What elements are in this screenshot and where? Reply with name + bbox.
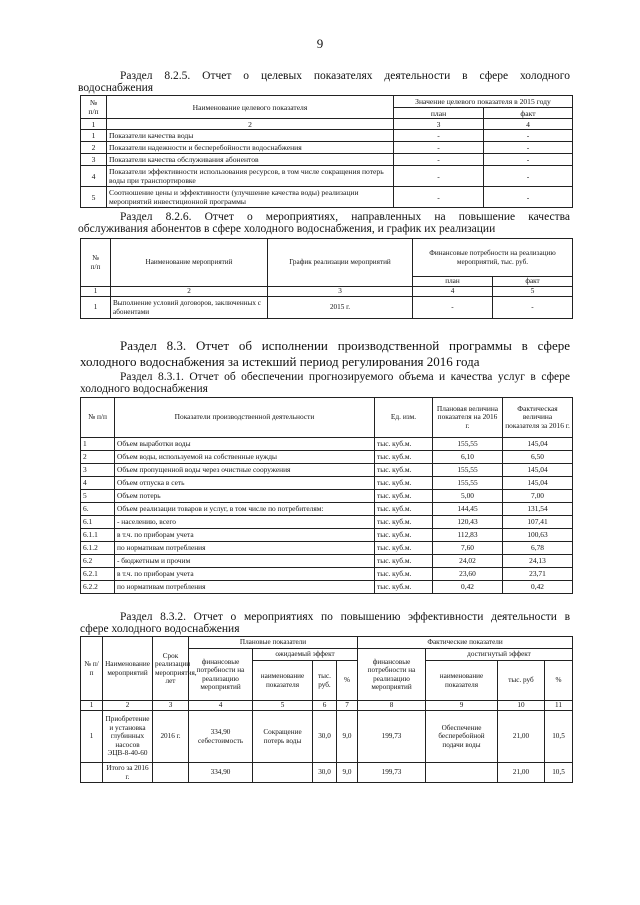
fact-value: -	[484, 187, 573, 208]
fact-value: -	[493, 297, 573, 319]
plan-financial-value: 334,90 себестоимость	[189, 711, 253, 763]
col-index: 2	[103, 701, 153, 711]
table-row	[81, 555, 573, 568]
unit: тыс. куб.м.	[375, 542, 433, 555]
col-index: 5	[253, 701, 313, 711]
production-indicators-table	[80, 397, 573, 594]
indicator-name: Объем выработки воды	[115, 438, 375, 451]
table-row	[81, 516, 573, 529]
indicator-name: - населению, всего	[115, 516, 375, 529]
plan-value: 112,83	[433, 529, 503, 542]
col-planned-indicators-header: Плановые показатели	[189, 637, 358, 649]
total-fact-financial: 199,73	[358, 763, 426, 783]
col-planned-financial-header: финансовые потребности на реализацию мероприятий	[189, 649, 253, 701]
measure-name: Выполнение условий договоров, заключенных с абонентами	[111, 297, 268, 319]
plan-value: -	[413, 297, 493, 319]
col-index: 1	[81, 287, 111, 297]
fact-value: 145,04	[503, 464, 573, 477]
fact-value: 0,42	[503, 581, 573, 594]
unit: тыс. куб.м.	[375, 477, 433, 490]
fact-value: 107,41	[503, 516, 573, 529]
table-row	[81, 711, 573, 763]
unit: тыс. куб.м.	[375, 464, 433, 477]
row-number: 1	[81, 438, 115, 451]
plan-value: 23,60	[433, 568, 503, 581]
col-num-header: № п/п	[81, 398, 115, 438]
col-pct-header: %	[337, 661, 358, 701]
col-index: 4	[189, 701, 253, 711]
unit: тыс. куб.м.	[375, 568, 433, 581]
col-measure-name-header: Наименование мероприятий	[103, 637, 153, 701]
col-financial-needs-header: Финансовые потребности на реализацию мероприятий, тыс. руб.	[413, 239, 573, 277]
indicator-name: в т.ч. по приборам учета	[115, 529, 375, 542]
unit: тыс. куб.м.	[375, 529, 433, 542]
total-fact-rub: 21,00	[498, 763, 545, 783]
col-indicator-header: Показатели производственной деятельности	[115, 398, 375, 438]
total-fact-pct: 10,5	[545, 763, 573, 783]
section-83-heading-line2: холодного водоснабжения за истекший период регулирования 2016 года	[80, 354, 480, 369]
row-number: 1	[81, 711, 103, 763]
col-pct-header: %	[545, 661, 573, 701]
col-plan-header: план	[413, 277, 493, 287]
unit: тыс. куб.м.	[375, 581, 433, 594]
plan-value: 5,00	[433, 490, 503, 503]
fact-value: 100,63	[503, 529, 573, 542]
row-number: 6.2.2	[81, 581, 115, 594]
indicator-name: Объем реализации товаров и услуг, в том числе по потребителям:	[115, 503, 375, 516]
unit: тыс. куб.м.	[375, 490, 433, 503]
plan-value: -	[394, 142, 484, 154]
plan-value: 144,45	[433, 503, 503, 516]
fact-value: 6,50	[503, 451, 573, 464]
indicator-name: Соотношение цены и эффективности (улучшение качества воды) реализации мероприятий инвестиционной программы	[107, 187, 394, 208]
fact-value: -	[484, 130, 573, 142]
row-number: 5	[81, 187, 107, 208]
table-row	[81, 568, 573, 581]
indicator-name: Объем воды, используемой на собственные нужды	[115, 451, 375, 464]
col-index: 7	[337, 701, 358, 711]
table-row	[81, 297, 573, 319]
row-number: 2	[81, 142, 107, 154]
row-number: 1	[81, 130, 107, 142]
col-index: 5	[493, 287, 573, 297]
col-indicator-name-header: наименование показателя	[426, 661, 498, 701]
indicator-name: Объем потерь	[115, 490, 375, 503]
total-plan-financial: 334,90	[189, 763, 253, 783]
col-rub-header: тыс. руб.	[313, 661, 337, 701]
col-index: 1	[81, 701, 103, 711]
plan-value: 120,43	[433, 516, 503, 529]
plan-value: 155,55	[433, 438, 503, 451]
unit: тыс. куб.м.	[375, 438, 433, 451]
schedule-value: 2015 г.	[268, 297, 413, 319]
table-row	[81, 438, 573, 451]
plan-value: -	[394, 187, 484, 208]
table-row	[81, 490, 573, 503]
plan-value: 6,10	[433, 451, 503, 464]
table-row	[81, 166, 573, 187]
col-index: 10	[498, 701, 545, 711]
fact-value: -	[484, 142, 573, 154]
col-index: 8	[358, 701, 426, 711]
indicator-name: в т.ч. по приборам учета	[115, 568, 375, 581]
col-indicator-name-header: Наименование целевого показателя	[107, 96, 394, 119]
col-term-header: Срок реализации мероприятия, лет	[153, 637, 189, 701]
fact-value: 23,71	[503, 568, 573, 581]
col-index: 1	[81, 119, 107, 130]
fact-rub-value: 21,00	[498, 711, 545, 763]
unit: тыс. куб.м.	[375, 503, 433, 516]
fact-value: -	[484, 166, 573, 187]
col-achieved-effect-header: достигнутый эффект	[426, 649, 573, 661]
table-row	[81, 581, 573, 594]
table-row	[81, 477, 573, 490]
col-num-header: № п/п	[81, 239, 111, 287]
indicator-name: Объем пропущенной воды через очистные сооружения	[115, 464, 375, 477]
col-actual-indicators-header: Фактические показатели	[358, 637, 573, 649]
fact-value: 131,54	[503, 503, 573, 516]
plan-value: -	[394, 154, 484, 166]
row-number: 5	[81, 490, 115, 503]
col-indicator-value-header: Значение целевого показателя в 2015 году	[394, 96, 573, 108]
term-value: 2016 г.	[153, 711, 189, 763]
col-schedule-header: График реализации мероприятий	[268, 239, 413, 287]
page-number: 9	[316, 36, 324, 51]
section-825-heading-line1: Раздел 8.2.5. Отчет о целевых показателях деятельности в сфере холодного	[120, 70, 570, 82]
plan-value: 0,42	[433, 581, 503, 594]
section-825-heading-line2: водоснабжения	[78, 82, 154, 94]
col-index: 3	[268, 287, 413, 297]
table-row	[81, 187, 573, 208]
table-row	[81, 142, 573, 154]
fact-value: 145,04	[503, 438, 573, 451]
plan-value: -	[394, 130, 484, 142]
col-index: 6	[313, 701, 337, 711]
plan-value: 155,55	[433, 464, 503, 477]
total-plan-pct: 9,0	[337, 763, 358, 783]
table-row	[81, 451, 573, 464]
col-fact-header: Фактическая величина показателя за 2016 г.	[503, 398, 573, 438]
section-831-heading-line1: Раздел 8.3.1. Отчет об обеспечении прогнозируемого объема и качества услуг в сфере	[120, 371, 570, 383]
plan-rub-value: 30,0	[313, 711, 337, 763]
measure-name: Приобретение и установка глубинных насосов ЭЦВ-8-40-60	[103, 711, 153, 763]
table-row	[81, 503, 573, 516]
plan-pct-value: 9,0	[337, 711, 358, 763]
fact-value: 145,04	[503, 477, 573, 490]
total-label: Итого за 2016 г.	[103, 763, 153, 783]
section-832-heading-line2: сфере холодного водоснабжения	[80, 623, 240, 635]
row-number: 2	[81, 451, 115, 464]
row-number: 6.1	[81, 516, 115, 529]
row-number: 3	[81, 464, 115, 477]
row-number: 6.1.2	[81, 542, 115, 555]
section-832-heading-line1: Раздел 8.3.2. Отчет о мероприятиях по повышению эффективности деятельности в	[120, 611, 570, 623]
indicator-name: Показатели надежности и бесперебойности водоснабжения	[107, 142, 394, 154]
fact-value: -	[484, 154, 573, 166]
row-number: 3	[81, 154, 107, 166]
col-index: 4	[484, 119, 573, 130]
measures-schedule-table	[80, 238, 573, 319]
col-index: 11	[545, 701, 573, 711]
plan-value: -	[394, 166, 484, 187]
unit: тыс. куб.м.	[375, 451, 433, 464]
col-fact-header: факт	[493, 277, 573, 287]
col-index: 2	[111, 287, 268, 297]
section-826-heading-line1: Раздел 8.2.6. Отчет о мероприятиях, направленных на повышение качества	[120, 211, 570, 223]
plan-indicator-name: Сокращение потерь воды	[253, 711, 313, 763]
indicator-name: Показатели качества воды	[107, 130, 394, 142]
plan-value: 24,02	[433, 555, 503, 568]
row-number: 6.2	[81, 555, 115, 568]
col-num-header: № п/п	[81, 637, 103, 701]
row-number: 4	[81, 477, 115, 490]
section-826-heading-line2: обслуживания абонентов в сфере холодного водоснабжения, и график их реализации	[78, 223, 496, 235]
row-number: 6.2.1	[81, 568, 115, 581]
indicator-name: Показатели эффективности использования ресурсов, в том числе сокращения потерь воды при транспортировке	[107, 166, 394, 187]
row-number: 4	[81, 166, 107, 187]
efficiency-measures-table	[80, 636, 573, 783]
col-num-header: № п/п	[81, 96, 107, 119]
unit: тыс. куб.м.	[375, 555, 433, 568]
fact-pct-value: 10,5	[545, 711, 573, 763]
col-fact-header: факт	[484, 108, 573, 119]
section-83-heading-line1: Раздел 8.3. Отчет об исполнении производственной программы в сфере	[120, 338, 570, 353]
fact-value: 6,78	[503, 542, 573, 555]
row-number: 6.	[81, 503, 115, 516]
fact-financial-value: 199,73	[358, 711, 426, 763]
col-expected-effect-header: ожидаемый эффект	[253, 649, 358, 661]
col-measure-name-header: Наименование мероприятий	[111, 239, 268, 287]
col-plan-header: план	[394, 108, 484, 119]
table-row	[81, 464, 573, 477]
col-index: 3	[153, 701, 189, 711]
indicator-name: по нормативам потребления	[115, 581, 375, 594]
table-row	[81, 529, 573, 542]
col-index: 2	[107, 119, 394, 130]
fact-value: 24,13	[503, 555, 573, 568]
indicator-name: Показатели качества обслуживания абонентов	[107, 154, 394, 166]
row-number: 1	[81, 297, 111, 319]
col-index: 9	[426, 701, 498, 711]
col-rub-header: тыс. руб	[498, 661, 545, 701]
col-unit-header: Ед. изм.	[375, 398, 433, 438]
table-row	[81, 130, 573, 142]
col-indicator-name-header: наименование показателя	[253, 661, 313, 701]
indicator-name: - бюджетным и прочим	[115, 555, 375, 568]
plan-value: 155,55	[433, 477, 503, 490]
fact-indicator-name: Обеспечение бесперебойной подачи воды	[426, 711, 498, 763]
unit: тыс. куб.м.	[375, 516, 433, 529]
section-831-heading-line2: холодного водоснабжения	[80, 383, 208, 395]
target-indicators-table	[80, 95, 573, 208]
row-number: 6.1.1	[81, 529, 115, 542]
col-actual-financial-header: финансовые потребности на реализацию мероприятий	[358, 649, 426, 701]
col-plan-header: Плановая величина показателя на 2016 г.	[433, 398, 503, 438]
table-row	[81, 154, 573, 166]
table-row	[81, 542, 573, 555]
plan-value: 7,60	[433, 542, 503, 555]
fact-value: 7,00	[503, 490, 573, 503]
indicator-name: по нормативам потребления	[115, 542, 375, 555]
col-index: 4	[413, 287, 493, 297]
total-row	[81, 763, 573, 783]
total-plan-rub: 30,0	[313, 763, 337, 783]
col-index: 3	[394, 119, 484, 130]
indicator-name: Объем отпуска в сеть	[115, 477, 375, 490]
